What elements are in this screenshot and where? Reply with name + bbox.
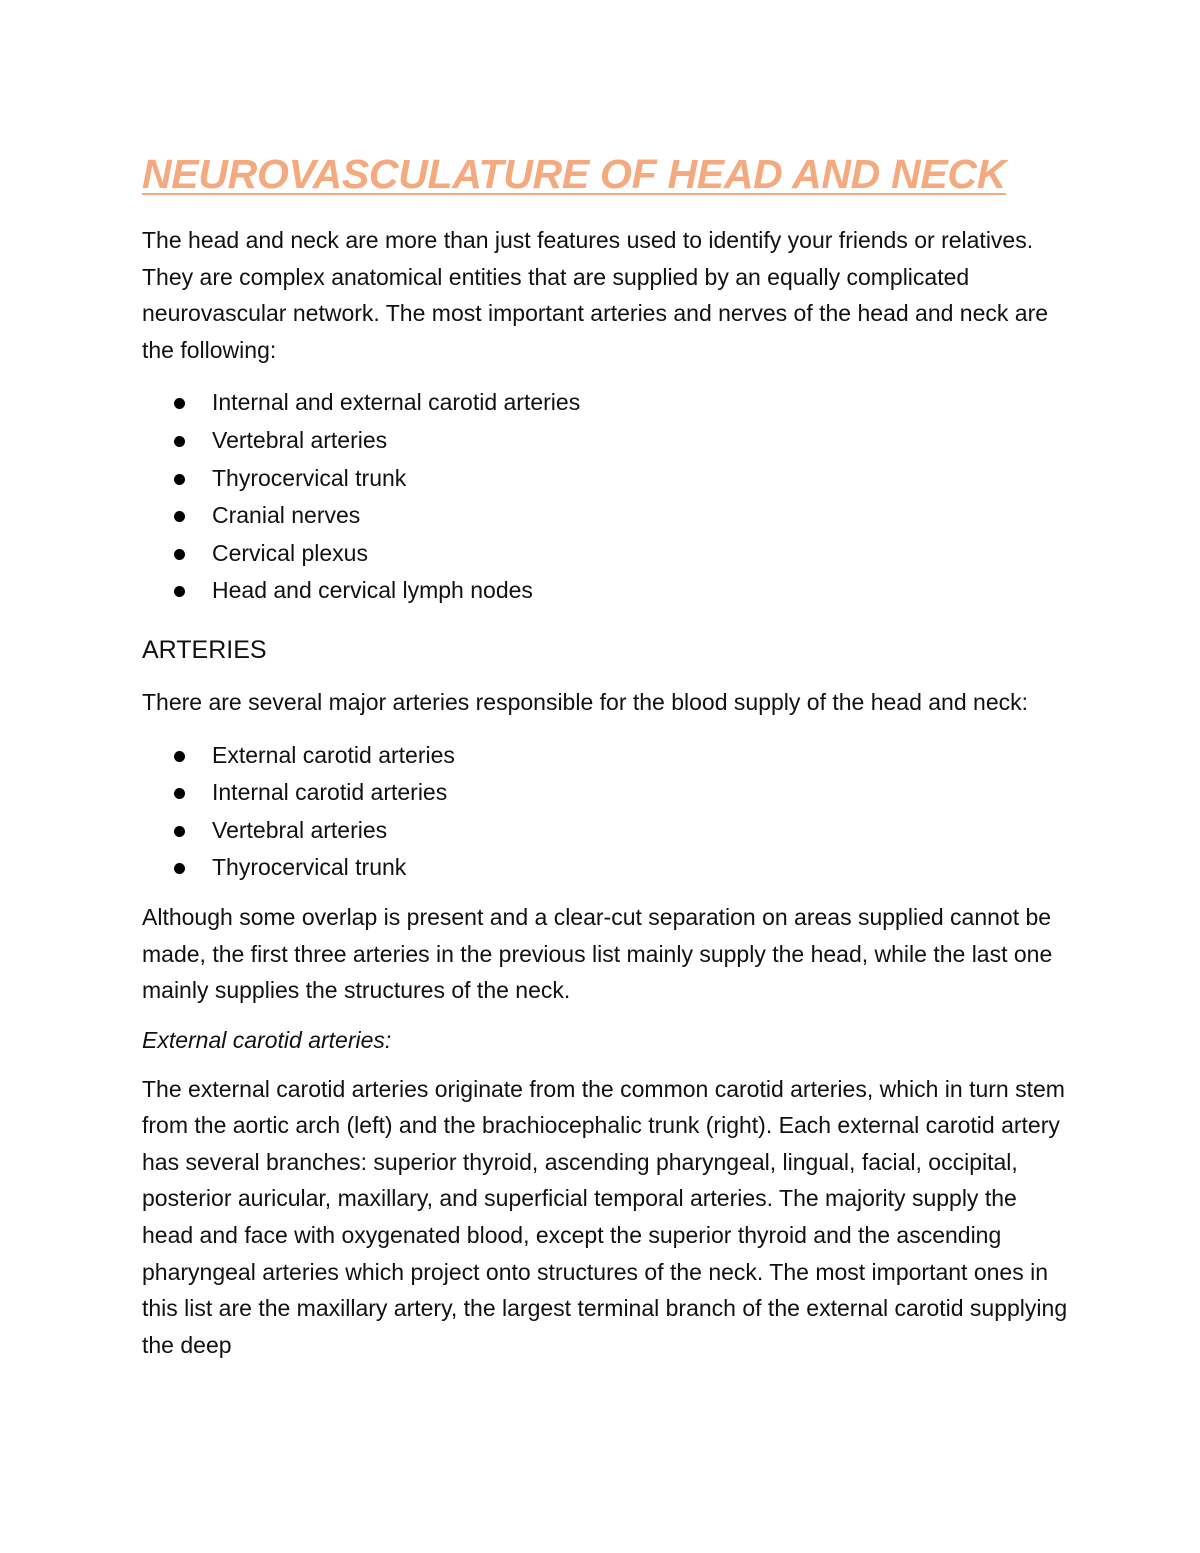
list-item [142, 849, 1072, 887]
intro-bullet-list [142, 384, 1072, 610]
bullet-icon [174, 549, 185, 560]
bullet-icon [174, 751, 185, 762]
external-carotid-paragraph: The external carotid arteries originate from the common carotid arteries, which in turn stem from the aortic arch (left) and the brachiocephalic trunk (right). Each external carotid artery has several branches: superior thyroid, ascending pharyngeal, lingual, facial, occipital, posterior auricular, maxillary, and superficial temporal arteries. The majority supply the head and face with oxygenated blood, except the superior thyroid and the ascending pharyngeal arteries which project onto structures of the neck. The most important ones in this list are the maxillary artery, the largest terminal branch of the external carotid supplying the deep [142, 1075, 1068, 1358]
list-item [142, 812, 1072, 850]
bullet-icon [174, 398, 185, 409]
list-item-label: Cervical plexus [212, 539, 368, 566]
bullet-icon [174, 788, 185, 799]
overlap-paragraph: Although some overlap is present and a clear-cut separation on areas supplied cannot be made, the first three arteries in the previous list mainly supply the head, while the last one mainly supplies the structures of the neck. [142, 903, 1053, 1004]
list-item [142, 497, 1072, 535]
bullet-icon [174, 826, 185, 837]
list-item-label: Vertebral arteries [212, 816, 388, 843]
bullet-icon [174, 586, 185, 597]
bullet-icon [174, 511, 185, 522]
list-item [142, 535, 1072, 573]
list-item-label: Cranial nerves [212, 502, 361, 529]
bullet-icon [174, 863, 185, 874]
document-page [142, 140, 1072, 1363]
list-item [142, 737, 1072, 775]
list-item-label: Head and cervical lymph nodes [212, 577, 533, 604]
list-item [142, 460, 1072, 498]
arteries-intro-paragraph: There are several major arteries responsible for the blood supply of the head and neck: [142, 688, 1029, 715]
list-item [142, 422, 1072, 460]
list-item [142, 572, 1072, 610]
bullet-icon [174, 474, 185, 485]
list-item-label: Internal and external carotid arteries [212, 389, 581, 416]
intro-paragraph: The head and neck are more than just features used to identify your friends or relatives. They are complex anatomical entities that are supplied by an equally complicated neurovascular network. The most important arteries and nerves of the head and neck are the following: [142, 227, 1049, 363]
list-item [142, 384, 1072, 422]
external-carotid-subheading: External carotid arteries: [142, 1026, 392, 1053]
list-item-label: Thyrocervical trunk [212, 854, 407, 881]
document-title: NEUROVASCULATURE OF HEAD AND NECK [142, 151, 1007, 197]
list-item-label: External carotid arteries [212, 741, 455, 768]
arteries-bullet-list [142, 737, 1072, 887]
list-item-label: Internal carotid arteries [212, 779, 448, 806]
list-item-label: Thyrocervical trunk [212, 464, 407, 491]
bullet-icon [174, 436, 185, 447]
arteries-heading: ARTERIES [142, 635, 267, 664]
list-item [142, 774, 1072, 812]
list-item-label: Vertebral arteries [212, 426, 388, 453]
